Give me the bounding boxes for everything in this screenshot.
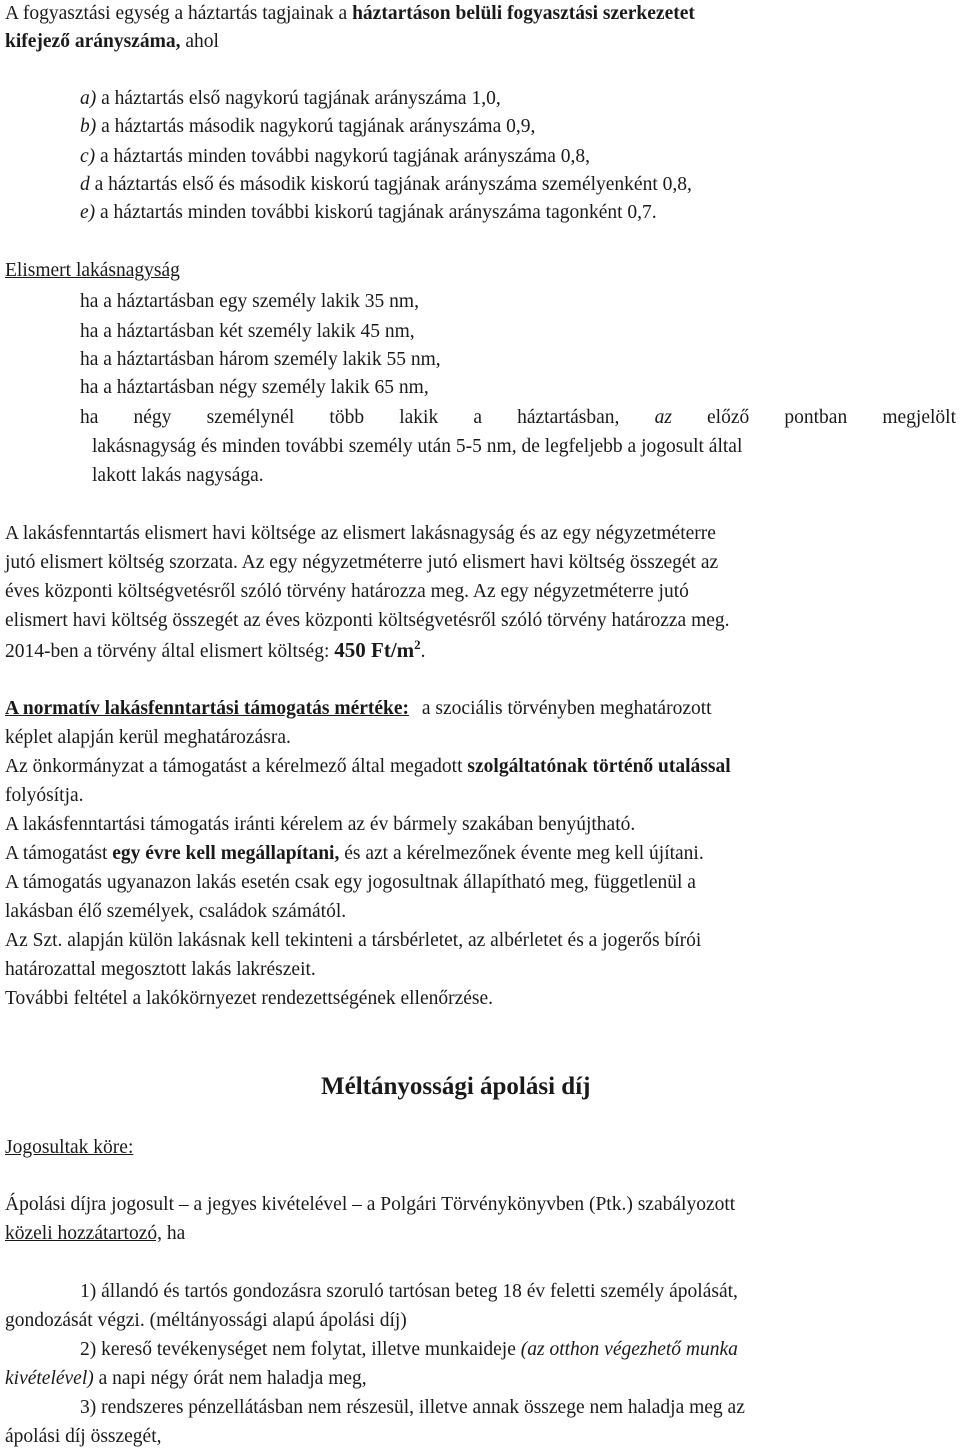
ratio-item-e: e) a háztartás minden további kiskorú tagjának arányszáma tagonként 0,7. [80, 202, 657, 223]
jogosultak-item-2-line-1: 2) kereső tevékenységet nem folytat, illetve munkaideje (az otthon végezhető munka [80, 1339, 738, 1360]
cost-line-5: 2014-ben a törvény által elismert költség: 450 $Ft/m^2$. [5, 637, 426, 662]
housing-item-1: ha a háztartásban egy személy lakik 35 nm, [80, 291, 419, 312]
ratio-item-b: b) a háztartás második nagykorú tagjának arányszáma 0,9, [80, 116, 536, 137]
ratio-item-a: a) a háztartás első nagykorú tagjának arányszáma 1,0, [80, 88, 501, 109]
normativ-line-6: A támogatást egy évre kell megállapítani, és azt a kérelmezőnek évente meg kell újítani. [5, 843, 704, 864]
intro-line-1 [5, 2, 956, 26]
cost-line-3: éves központi költségvetésről szóló törvény határozza meg. Az egy négyzetméterre jutó [5, 581, 689, 602]
housing-item-3: ha a háztartásban három személy lakik 55 nm, [80, 349, 441, 370]
housing-item-4: ha a háztartásban négy személy lakik 65 nm, [80, 377, 429, 398]
housing-heading: Elismert lakásnagyság [5, 260, 180, 281]
jogosultak-item-2-line-2: kivételével) a napi négy órát nem haladja meg, [5, 1368, 367, 1389]
normativ-line-5: A lakásfenntartási támogatás iránti kérelem az év bármely szakában benyújtható. [5, 814, 636, 835]
normativ-heading: A normatív lakásfenntartási támogatás mértéke: [5, 698, 410, 719]
intro-bold-text-2: kifejező arányszáma, [5, 31, 181, 52]
normativ-line-1: A normatív lakásfenntartási támogatás mértéke: a szociális törvényben meghatározott [5, 698, 712, 719]
normativ-line-7: A támogatás ugyanazon lakás esetén csak egy jogosultnak állapítható meg, függetlenül a [5, 872, 696, 893]
cost-value: 450 Ft/m [334, 638, 415, 662]
housing-item-5-line-3: lakott lakás nagysága. [92, 465, 264, 486]
normativ-line-8: lakásban élő személyek, családok számától. [5, 901, 347, 922]
jogosultak-item-3-line-1: 3) rendszeres pénzellátásban nem részesül, illetve annak összege nem haladja meg az [80, 1397, 745, 1418]
cost-line-4: elismert havi költség összegét az éves központi költségvetésről szóló törvény határozza meg. [5, 610, 730, 631]
normativ-line-10: határozattal megosztott lakás lakrészeit. [5, 959, 316, 980]
normativ-line-11: További feltétel a lakókörnyezet rendezettségének ellenőrzése. [5, 988, 494, 1009]
section-title: Méltányossági ápolási díj [321, 1073, 591, 1100]
normativ-line-9: Az Szt. alapján külön lakásnak kell tekinteni a társbérletet, az albérletet és a jogerős bírói [5, 930, 702, 951]
jogosultak-line-2: közeli hozzátartozó, ha [5, 1223, 186, 1244]
intro-line-2 [5, 30, 219, 54]
ratio-item-d: d a háztartás első és második kiskorú tagjának arányszáma személyenként 0,8, [80, 174, 692, 195]
normativ-line-4: folyósítja. [5, 785, 84, 806]
intro-bold-text: háztartáson belüli fogyasztási szerkezetet [352, 3, 695, 24]
normativ-line-3: Az önkormányzat a támogatást a kérelmező által megadott szolgáltatónak történő utalással [5, 756, 731, 777]
jogosultak-item-1-line-2: gondozását végzi. (méltányossági alapú ápolási díj) [5, 1310, 407, 1331]
jogosultak-line-1: Ápolási díjra jogosult – a jegyes kivételével – a Polgári Törvénykönyvben (Ptk.) szabályozott [5, 1194, 736, 1215]
jogosultak-item-3-line-2: ápolási díj összegét, [5, 1426, 162, 1447]
cost-line-1: A lakásfenntartás elismert havi költsége az elismert lakásnagyság és az egy négyzetméterre [5, 523, 716, 544]
intro-text-2: ahol [180, 31, 219, 52]
housing-item-5-line-1: ha négy személynél több lakik a háztartásban, az előző pontban megjelölt [80, 407, 956, 428]
cost-line-2: jutó elismert költség szorzata. Az egy négyzetméterre jutó elismert havi költség összegét az [5, 552, 719, 573]
normativ-line-2: képlet alapján kerül meghatározásra. [5, 727, 291, 748]
jogosultak-heading: Jogosultak köre: [5, 1137, 134, 1158]
intro-text: A fogyasztási egység a háztartás tagjainak a [5, 3, 353, 24]
housing-item-2: ha a háztartásban két személy lakik 45 nm, [80, 321, 415, 342]
ratio-item-c: c) a háztartás minden további nagykorú tagjának arányszáma 0,8, [80, 146, 591, 167]
jogosultak-item-1-line-1: 1) állandó és tartós gondozásra szoruló tartósan beteg 18 év feletti személy ápolását, [80, 1281, 738, 1302]
housing-item-5-line-2: lakásnagyság és minden további személy után 5-5 nm, de legfeljebb a jogosult által [92, 436, 743, 457]
